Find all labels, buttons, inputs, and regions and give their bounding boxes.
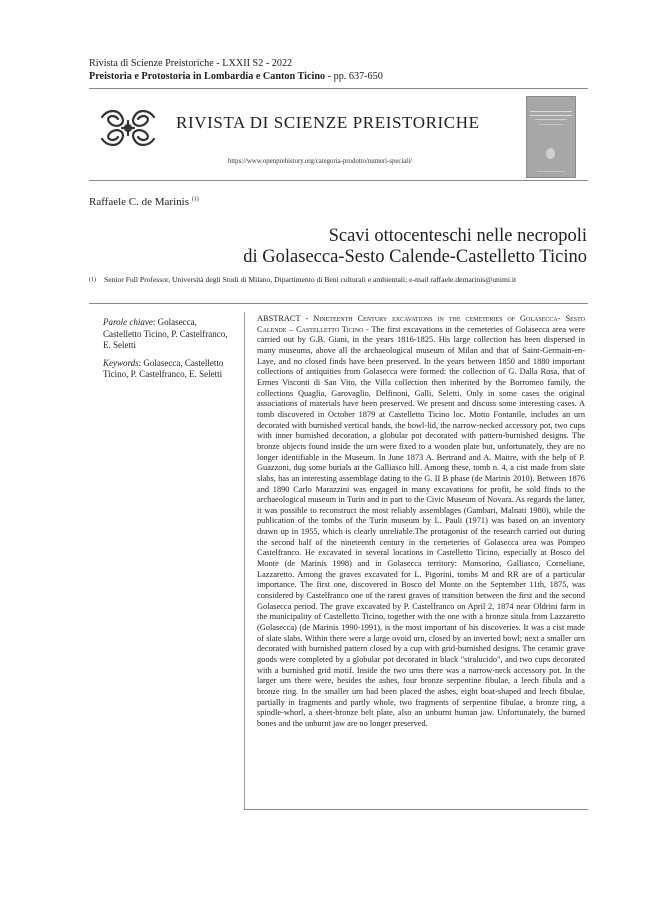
journal-volume-line xyxy=(89,70,383,83)
journal-header xyxy=(89,57,383,83)
ornamental-knot-logo xyxy=(96,107,160,149)
journal-title: RIVISTA DI SCIENZE PREISTORICHE xyxy=(176,113,480,132)
journal-url-link[interactable]: https://www.openprehistory.org/categoria-prodotto/numeri-speciali/ xyxy=(228,158,412,165)
article-title-line-1: Scavi ottocenteschi nelle necropoli xyxy=(328,226,587,246)
page-range: - pp. 637-650 xyxy=(325,71,383,82)
abstract-label: ABSTRACT xyxy=(257,314,301,323)
affiliation-text: Senior Full Professor, Università degli Studi di Milano, Dipartimento di Beni culturali e ambientali; e-mail raffaele.demarinis@unimi.it xyxy=(104,275,517,284)
affiliation-rule xyxy=(89,303,588,304)
keywords-block xyxy=(103,317,235,387)
column-divider xyxy=(244,312,245,809)
keywords-italian: Parole chiave: Golasecca, Castelletto Ticino, P. Castelfranco, E. Seletti xyxy=(103,317,228,350)
affiliation-mark: (1) xyxy=(89,277,96,283)
cover-emblem-icon xyxy=(546,148,555,159)
abstract-text xyxy=(257,314,585,804)
journal-cover-thumbnail xyxy=(526,96,576,178)
affiliation-note xyxy=(89,275,581,285)
article-title xyxy=(243,226,587,268)
header-rule xyxy=(89,88,588,89)
author-name: Raffaele C. de Marinis $^{(1)}$ xyxy=(89,196,199,208)
journal-issue-line: Rivista di Scienze Preistoriche - LXXII S2 - 2022 xyxy=(89,58,293,69)
volume-title: Preistoria e Protostoria in Lombardia e Canton Ticino xyxy=(89,71,326,82)
abstract-bottom-rule xyxy=(244,809,588,810)
masthead-rule xyxy=(89,180,588,181)
author-note-mark: (1) xyxy=(191,196,199,203)
article-title-line-2: di Golasecca-Sesto Calende-Castelletto Ticino xyxy=(243,247,587,267)
abstract-body: - The first excavations in the cemeteries of Golasecca area were carried out by G.B. Giani, in the years 1816-1825. His large collection has been dispersed in many museums, above all the archaeological museum of Milan and that of Saint-Germain-en-Laye, and no closed finds have been preserved. In the years between 1850 and 1880 important collections of antiquities from Golasecca were formed: the collection of G. Dalla Rosa, that of Ermes Visconti di San Vito, the Villa collection then inherited by the Borromeo family, the collections Quaglia, Garovaglio, Delfinoni, Galli, Seletti. Only in some cases the original associations of materials have been preserved. We present and discuss some interesting cases. A tomb discovered in October 1879 at Castelletto Ticino loc. Motto Fontanile, includes an urn decorated with burnished vertical bands, the bowl-lid, the narrow-necked accessory pot, two cups with inner burnished decoration, a globular pot decorated with pattern-burnished designs. The bronze objects found inside the urn were fixed to a wooden plate but, unfortunately, they are no longer identifiable in the Museum. In June 1873 A. Bertrand and A. Maitre, with the help of P. Guazzoni, dug some burials at the Galliasco hill. Among these, tomb n. 4, a cist made from slate slabs, has an interesting assemblage dating to the G. II B phase (de Marinis 2010). Between 1876 and 1890 Carlo Marazzini was engaged in many excavations for profit, he sold finds to the archaeological museum in Turin and in part to the Civic Museum of Novara. As regards the latter, it was possible to reconstruct the most reliably assemblages (Gambari, Malnati 1980), while the publication of the tombs of the Turin museum by L. Pauli (1971) was based on an inventory drawn up in 1955, which is clearly unreliable.The protagonist of the research carried out during the second half of the nineteenth century in the cemeteries of Golasecca area was Pompeo Castelfranco. He excavated in several locations in Castelletto Ticino, especially at Bosco del Monte (de Marinis 1998) and in Golasecca territory: Monsorino, Galliasco, Corneliane, Lazzaretto. Among the graves excavated for L. Pigorini, tombs M and RR are of a particular importance. The first one, discovered in Bosco del Monte on the September 11th, 1875, was considered by Castelfranco one of the rarest graves of transition between the first and the second Golasecca period. The grave excavated by P. Castelfranco on April 2, 1874 near Oldrini farm in the municipality of Castelletto Ticino, together with the one with a bronze situla from Lazzaretto (Golasecca) (de Marinis 1990-1991), is the most important of his discoveries. It was a cist made of slate slabs. Within there were a large ovoid urn, closed by an inverted bowl; next a smaller urn decorated with burnished pattern closed by a cup with grid-burnished designs. The ceramic grave goods were completed by a globular pot decorated in black "stralucido", and two cups decorated with a burnished grid motif. Inside the two urns there was a narrow-neck accessory pot. In the larger urn there were, besides the ashes, four bronze serpentine fibulae, a leech fibula and a bronze ring. In the smaller urn had been placed the ashes, eight boat-shaped and leech fibulae, partially in fragments and partly whole, two fragments of serpentine fibulae, a bronze ring, a spindle-whorl, a sheet-bronze belt plate, also an unburnt human jaw. Unfortunately, the burned bones and the unburnt jaw are no longer preserved. xyxy=(257,324,585,728)
keywords-english: Keywords: Golasecca, Castelletto Ticino, P. Castelfranco, E. Seletti xyxy=(103,357,224,379)
abstract-heading: - Nineteenth Century excavations in the cemeteries of Golasecca- Sesto Calende – Castelletto Ticino xyxy=(257,314,585,334)
